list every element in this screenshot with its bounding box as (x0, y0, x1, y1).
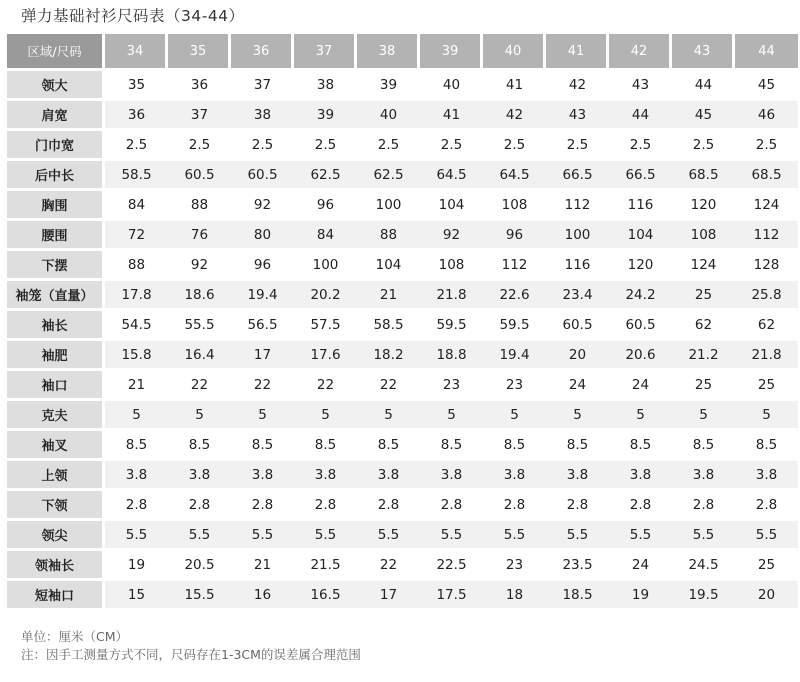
measurement-value: 100 (294, 251, 357, 281)
measurement-value: 22 (357, 371, 420, 401)
measurement-value: 39 (294, 101, 357, 131)
measurement-value: 2.8 (420, 491, 483, 521)
table-row (7, 131, 798, 161)
measurement-label: 袖长 (7, 311, 105, 341)
measurement-value: 88 (168, 191, 231, 221)
measurement-value: 84 (105, 191, 168, 221)
measurement-value: 112 (483, 251, 546, 281)
table-row (7, 71, 798, 101)
measurement-value: 116 (546, 251, 609, 281)
measurement-label: 袖口 (7, 371, 105, 401)
measurement-value: 23 (420, 371, 483, 401)
measurement-value: 108 (483, 191, 546, 221)
measurement-value: 80 (231, 221, 294, 251)
measurement-value: 2.5 (672, 131, 735, 161)
measurement-value: 2.8 (294, 491, 357, 521)
measurement-value: 58.5 (105, 161, 168, 191)
measurement-value: 8.5 (672, 431, 735, 461)
measurement-value: 5.5 (105, 521, 168, 551)
measurement-value: 25 (735, 551, 798, 581)
measurement-value: 8.5 (357, 431, 420, 461)
measurement-value: 46 (735, 101, 798, 131)
measurement-value: 108 (420, 251, 483, 281)
measurement-value: 3.8 (609, 461, 672, 491)
measurement-value: 76 (168, 221, 231, 251)
measurement-value: 120 (672, 191, 735, 221)
measurement-label: 领大 (7, 71, 105, 101)
measurement-value: 21.2 (672, 341, 735, 371)
table-row (7, 311, 798, 341)
measurement-value: 124 (735, 191, 798, 221)
table-row (7, 341, 798, 371)
measurement-value: 3.8 (483, 461, 546, 491)
size-header-cell: 40 (483, 34, 546, 71)
disclaimer-note: 注：因手工测量方式不同，尺码存在1-3CM的误差属合理范围 (21, 647, 361, 662)
measurement-value: 96 (483, 221, 546, 251)
table-row (7, 221, 798, 251)
size-header-cell: 38 (357, 34, 420, 71)
measurement-value: 58.5 (357, 311, 420, 341)
measurement-value: 41 (420, 101, 483, 131)
measurement-label: 胸围 (7, 191, 105, 221)
measurement-value: 5.5 (294, 521, 357, 551)
measurement-value: 100 (357, 191, 420, 221)
measurement-value: 2.5 (105, 131, 168, 161)
unit-note: 单位：厘米（CM） (21, 629, 129, 644)
measurement-label: 门巾宽 (7, 131, 105, 161)
measurement-value: 2.5 (357, 131, 420, 161)
measurement-value: 3.8 (105, 461, 168, 491)
measurement-value: 35 (105, 71, 168, 101)
measurement-value: 19.5 (672, 581, 735, 611)
measurement-value: 72 (105, 221, 168, 251)
measurement-value: 2.5 (546, 131, 609, 161)
size-chart-table (7, 34, 798, 611)
measurement-value: 2.8 (105, 491, 168, 521)
measurement-value: 5.5 (735, 521, 798, 551)
size-header-cell: 41 (546, 34, 609, 71)
measurement-value: 5.5 (483, 521, 546, 551)
measurement-value: 15.8 (105, 341, 168, 371)
measurement-value: 37 (168, 101, 231, 131)
measurement-value: 2.8 (231, 491, 294, 521)
measurement-value: 104 (357, 251, 420, 281)
measurement-value: 68.5 (735, 161, 798, 191)
measurement-value: 2.8 (546, 491, 609, 521)
measurement-value: 16 (231, 581, 294, 611)
measurement-value: 64.5 (420, 161, 483, 191)
measurement-value: 39 (357, 71, 420, 101)
measurement-value: 23 (483, 551, 546, 581)
measurement-value: 22 (168, 371, 231, 401)
measurement-value: 112 (546, 191, 609, 221)
measurement-value: 128 (735, 251, 798, 281)
measurement-label: 肩宽 (7, 101, 105, 131)
measurement-value: 5 (483, 401, 546, 431)
measurement-value: 22 (231, 371, 294, 401)
measurement-value: 56.5 (231, 311, 294, 341)
measurement-value: 5 (546, 401, 609, 431)
table-row (7, 491, 798, 521)
measurement-value: 60.5 (609, 311, 672, 341)
measurement-value: 42 (546, 71, 609, 101)
measurement-value: 15.5 (168, 581, 231, 611)
measurement-value: 2.8 (735, 491, 798, 521)
measurement-value: 22 (294, 371, 357, 401)
measurement-value: 17.5 (420, 581, 483, 611)
measurement-label: 下摆 (7, 251, 105, 281)
measurement-value: 2.5 (609, 131, 672, 161)
measurement-value: 18 (483, 581, 546, 611)
measurement-label: 袖肥 (7, 341, 105, 371)
measurement-value: 22.6 (483, 281, 546, 311)
measurement-value: 5.5 (420, 521, 483, 551)
measurement-value: 88 (105, 251, 168, 281)
measurement-value: 57.5 (294, 311, 357, 341)
table-row (7, 191, 798, 221)
measurement-value: 17 (357, 581, 420, 611)
table-row (7, 161, 798, 191)
measurement-value: 17.6 (294, 341, 357, 371)
measurement-value: 25 (672, 371, 735, 401)
measurement-value: 2.5 (420, 131, 483, 161)
measurement-value: 66.5 (546, 161, 609, 191)
measurement-value: 5 (105, 401, 168, 431)
measurement-value: 19.4 (231, 281, 294, 311)
measurement-value: 59.5 (420, 311, 483, 341)
table-row (7, 371, 798, 401)
measurement-value: 41 (483, 71, 546, 101)
measurement-value: 16.4 (168, 341, 231, 371)
measurement-value: 17 (231, 341, 294, 371)
measurement-value: 62 (735, 311, 798, 341)
measurement-value: 96 (231, 251, 294, 281)
measurement-value: 8.5 (546, 431, 609, 461)
table-row (7, 581, 798, 611)
measurement-value: 54.5 (105, 311, 168, 341)
table-row (7, 251, 798, 281)
measurement-value: 38 (294, 71, 357, 101)
size-header-cell: 36 (231, 34, 294, 71)
measurement-value: 60.5 (546, 311, 609, 341)
measurement-value: 40 (420, 71, 483, 101)
measurement-value: 2.5 (735, 131, 798, 161)
measurement-value: 16.5 (294, 581, 357, 611)
measurement-value: 15 (105, 581, 168, 611)
measurement-value: 8.5 (735, 431, 798, 461)
size-header-cell: 39 (420, 34, 483, 71)
table-row (7, 431, 798, 461)
measurement-value: 21 (105, 371, 168, 401)
measurement-value: 116 (609, 191, 672, 221)
measurement-value: 22.5 (420, 551, 483, 581)
measurement-value: 2.8 (168, 491, 231, 521)
measurement-value: 62.5 (294, 161, 357, 191)
measurement-value: 2.8 (609, 491, 672, 521)
measurement-value: 5 (609, 401, 672, 431)
measurement-label: 袖叉 (7, 431, 105, 461)
measurement-value: 5 (168, 401, 231, 431)
measurement-value: 5 (672, 401, 735, 431)
measurement-value: 18.5 (546, 581, 609, 611)
size-header-cell: 34 (105, 34, 168, 71)
measurement-value: 19.4 (483, 341, 546, 371)
measurement-value: 3.8 (735, 461, 798, 491)
measurement-value: 19 (609, 581, 672, 611)
measurement-value: 18.6 (168, 281, 231, 311)
measurement-value: 20 (735, 581, 798, 611)
measurement-value: 108 (672, 221, 735, 251)
measurement-value: 5.5 (609, 521, 672, 551)
measurement-value: 92 (168, 251, 231, 281)
measurement-value: 2.8 (672, 491, 735, 521)
size-header-cell: 44 (735, 34, 798, 71)
measurement-value: 37 (231, 71, 294, 101)
measurement-value: 3.8 (672, 461, 735, 491)
measurement-label: 领袖长 (7, 551, 105, 581)
measurement-value: 5 (294, 401, 357, 431)
measurement-value: 2.5 (294, 131, 357, 161)
measurement-value: 66.5 (609, 161, 672, 191)
table-row (7, 551, 798, 581)
measurement-value: 23.4 (546, 281, 609, 311)
measurement-value: 3.8 (420, 461, 483, 491)
measurement-value: 5 (735, 401, 798, 431)
measurement-value: 22 (357, 551, 420, 581)
measurement-value: 25 (735, 371, 798, 401)
measurement-value: 3.8 (294, 461, 357, 491)
measurement-value: 21.5 (294, 551, 357, 581)
notes (21, 628, 361, 664)
measurement-value: 44 (672, 71, 735, 101)
measurement-value: 20.6 (609, 341, 672, 371)
measurement-value: 112 (735, 221, 798, 251)
measurement-value: 23 (483, 371, 546, 401)
page-title: 弹力基础衬衫尺码表（34-44） (21, 7, 245, 25)
measurement-value: 2.5 (231, 131, 294, 161)
measurement-value: 17.8 (105, 281, 168, 311)
measurement-value: 24.5 (672, 551, 735, 581)
measurement-label: 上领 (7, 461, 105, 491)
measurement-value: 43 (546, 101, 609, 131)
measurement-value: 96 (294, 191, 357, 221)
measurement-value: 43 (609, 71, 672, 101)
table-row (7, 401, 798, 431)
measurement-value: 21.8 (420, 281, 483, 311)
measurement-value: 92 (231, 191, 294, 221)
measurement-value: 8.5 (609, 431, 672, 461)
size-header-cell: 42 (609, 34, 672, 71)
measurement-value: 5.5 (231, 521, 294, 551)
measurement-value: 24.2 (609, 281, 672, 311)
table-row (7, 101, 798, 131)
measurement-label: 腰围 (7, 221, 105, 251)
measurement-value: 40 (357, 101, 420, 131)
measurement-value: 8.5 (420, 431, 483, 461)
measurement-value: 8.5 (105, 431, 168, 461)
measurement-value: 60.5 (231, 161, 294, 191)
measurement-value: 20.2 (294, 281, 357, 311)
size-header-cell: 37 (294, 34, 357, 71)
measurement-value: 36 (105, 101, 168, 131)
measurement-value: 8.5 (168, 431, 231, 461)
measurement-value: 18.2 (357, 341, 420, 371)
measurement-value: 8.5 (483, 431, 546, 461)
size-table-body (7, 71, 798, 611)
measurement-value: 59.5 (483, 311, 546, 341)
measurement-label: 克夫 (7, 401, 105, 431)
measurement-value: 21 (231, 551, 294, 581)
measurement-value: 5.5 (168, 521, 231, 551)
measurement-value: 2.8 (483, 491, 546, 521)
measurement-value: 3.8 (231, 461, 294, 491)
measurement-value: 20.5 (168, 551, 231, 581)
corner-label: 区域/尺码 (7, 34, 105, 71)
measurement-value: 23.5 (546, 551, 609, 581)
size-header-cell: 35 (168, 34, 231, 71)
measurement-value: 120 (609, 251, 672, 281)
size-header-cell: 43 (672, 34, 735, 71)
measurement-value: 38 (231, 101, 294, 131)
measurement-value: 21 (357, 281, 420, 311)
measurement-value: 68.5 (672, 161, 735, 191)
measurement-value: 5.5 (672, 521, 735, 551)
measurement-value: 92 (420, 221, 483, 251)
measurement-label: 下领 (7, 491, 105, 521)
measurement-value: 88 (357, 221, 420, 251)
measurement-value: 124 (672, 251, 735, 281)
measurement-value: 8.5 (294, 431, 357, 461)
measurement-value: 3.8 (168, 461, 231, 491)
measurement-value: 2.8 (357, 491, 420, 521)
measurement-value: 24 (609, 371, 672, 401)
measurement-value: 5 (357, 401, 420, 431)
measurement-value: 2.5 (168, 131, 231, 161)
measurement-value: 36 (168, 71, 231, 101)
size-header-row (7, 34, 798, 71)
measurement-value: 45 (735, 71, 798, 101)
measurement-value: 42 (483, 101, 546, 131)
measurement-value: 44 (609, 101, 672, 131)
measurement-value: 5.5 (546, 521, 609, 551)
measurement-label: 袖笼（直量） (7, 281, 105, 311)
measurement-value: 21.8 (735, 341, 798, 371)
measurement-label: 短袖口 (7, 581, 105, 611)
measurement-label: 后中长 (7, 161, 105, 191)
measurement-value: 2.5 (483, 131, 546, 161)
measurement-value: 24 (609, 551, 672, 581)
measurement-value: 25 (672, 281, 735, 311)
measurement-value: 104 (420, 191, 483, 221)
measurement-value: 24 (546, 371, 609, 401)
measurement-value: 19 (105, 551, 168, 581)
measurement-value: 18.8 (420, 341, 483, 371)
measurement-value: 3.8 (357, 461, 420, 491)
table-row (7, 521, 798, 551)
measurement-value: 84 (294, 221, 357, 251)
measurement-value: 64.5 (483, 161, 546, 191)
measurement-value: 8.5 (231, 431, 294, 461)
table-row (7, 461, 798, 491)
measurement-value: 45 (672, 101, 735, 131)
measurement-value: 5 (231, 401, 294, 431)
measurement-value: 62.5 (357, 161, 420, 191)
measurement-value: 55.5 (168, 311, 231, 341)
measurement-value: 62 (672, 311, 735, 341)
measurement-value: 5.5 (357, 521, 420, 551)
measurement-value: 3.8 (546, 461, 609, 491)
measurement-value: 104 (609, 221, 672, 251)
measurement-value: 25.8 (735, 281, 798, 311)
measurement-value: 20 (546, 341, 609, 371)
measurement-value: 60.5 (168, 161, 231, 191)
table-row (7, 281, 798, 311)
measurement-label: 领尖 (7, 521, 105, 551)
measurement-value: 100 (546, 221, 609, 251)
measurement-value: 5 (420, 401, 483, 431)
